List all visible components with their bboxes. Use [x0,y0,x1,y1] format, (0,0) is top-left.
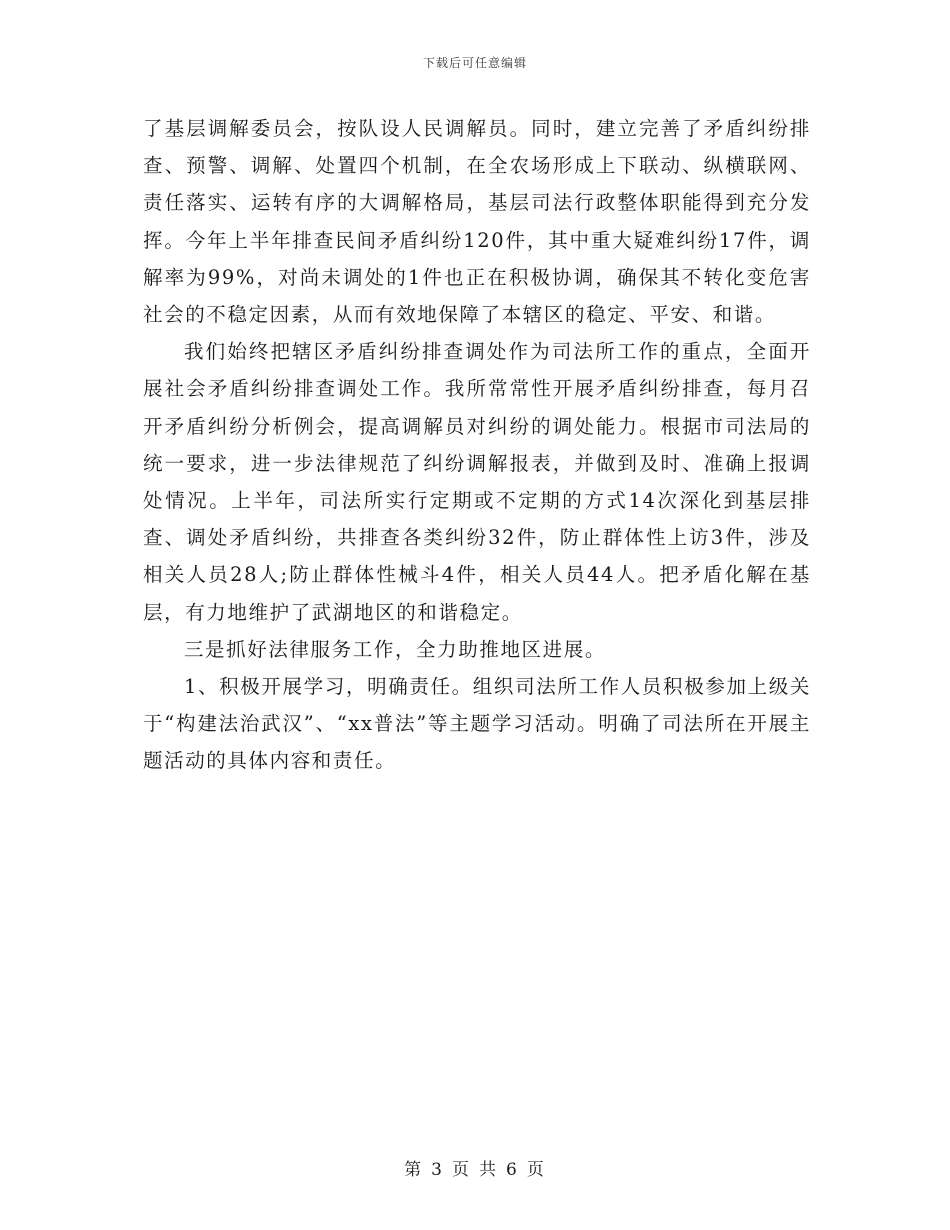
page-current: 3 [431,1160,444,1180]
header-note: 下载后可任意编辑 [422,56,527,70]
paragraph-3: 三是抓好法律服务工作，全力助推地区进展。 [183,637,606,661]
paragraph-1: 了基层调解委员会，按队设人民调解员。同时，建立完善了矛盾纠纷排查、预警、调解、处置四个机制，在全农场形成上下联动、纵横联网、责任落实、运转有序的大调解格局，基层司法行政整体职能得到充分发挥。今年上半年排查民间矛盾纠纷120件，其中重大疑难纠纷17件，调解率为99%，对尚未调处的1件也正在积极协调，确保其不转化变危害社会的不稳定因素，从而有效地保障了本辖区的稳定、平安、和谐。 [143,117,811,327]
page-unit: 页 [452,1160,471,1180]
paragraph-2: 我们始终把辖区矛盾纠纷排查调处作为司法所工作的重点，全面开展社会矛盾纠纷排查调处工作。我所常常性开展矛盾纠纷排查，每月召开矛盾纠纷分析例会，提高调解员对纠纷的调处能力。根据市司法局的统一要求，进一步法律规范了纠纷调解报表，并做到及时、准确上报调处情况。上半年，司法所实行定期或不定期的方式14次深化到基层排查、调处矛盾纠纷，共排查各类纠纷32件，防止群体性上访3件，涉及相关人员28人;防止群体性械斗4件，相关人员44人。把矛盾化解在基层，有力地维护了武湖地区的和谐稳定。 [143,340,811,624]
document-body [143,110,811,780]
page-footer [0,1155,950,1180]
total-unit: 页 [526,1160,546,1180]
page-prefix: 第 [404,1160,424,1180]
total-prefix: 共 [479,1160,498,1180]
page-total: 6 [506,1160,519,1180]
paragraph-4: 1、积极开展学习，明确责任。组织司法所工作人员积极参加上级关于“构建法治武汉”、“xx普法”等主题学习活动。明确了司法所在开展主题活动的具体内容和责任。 [143,675,811,773]
